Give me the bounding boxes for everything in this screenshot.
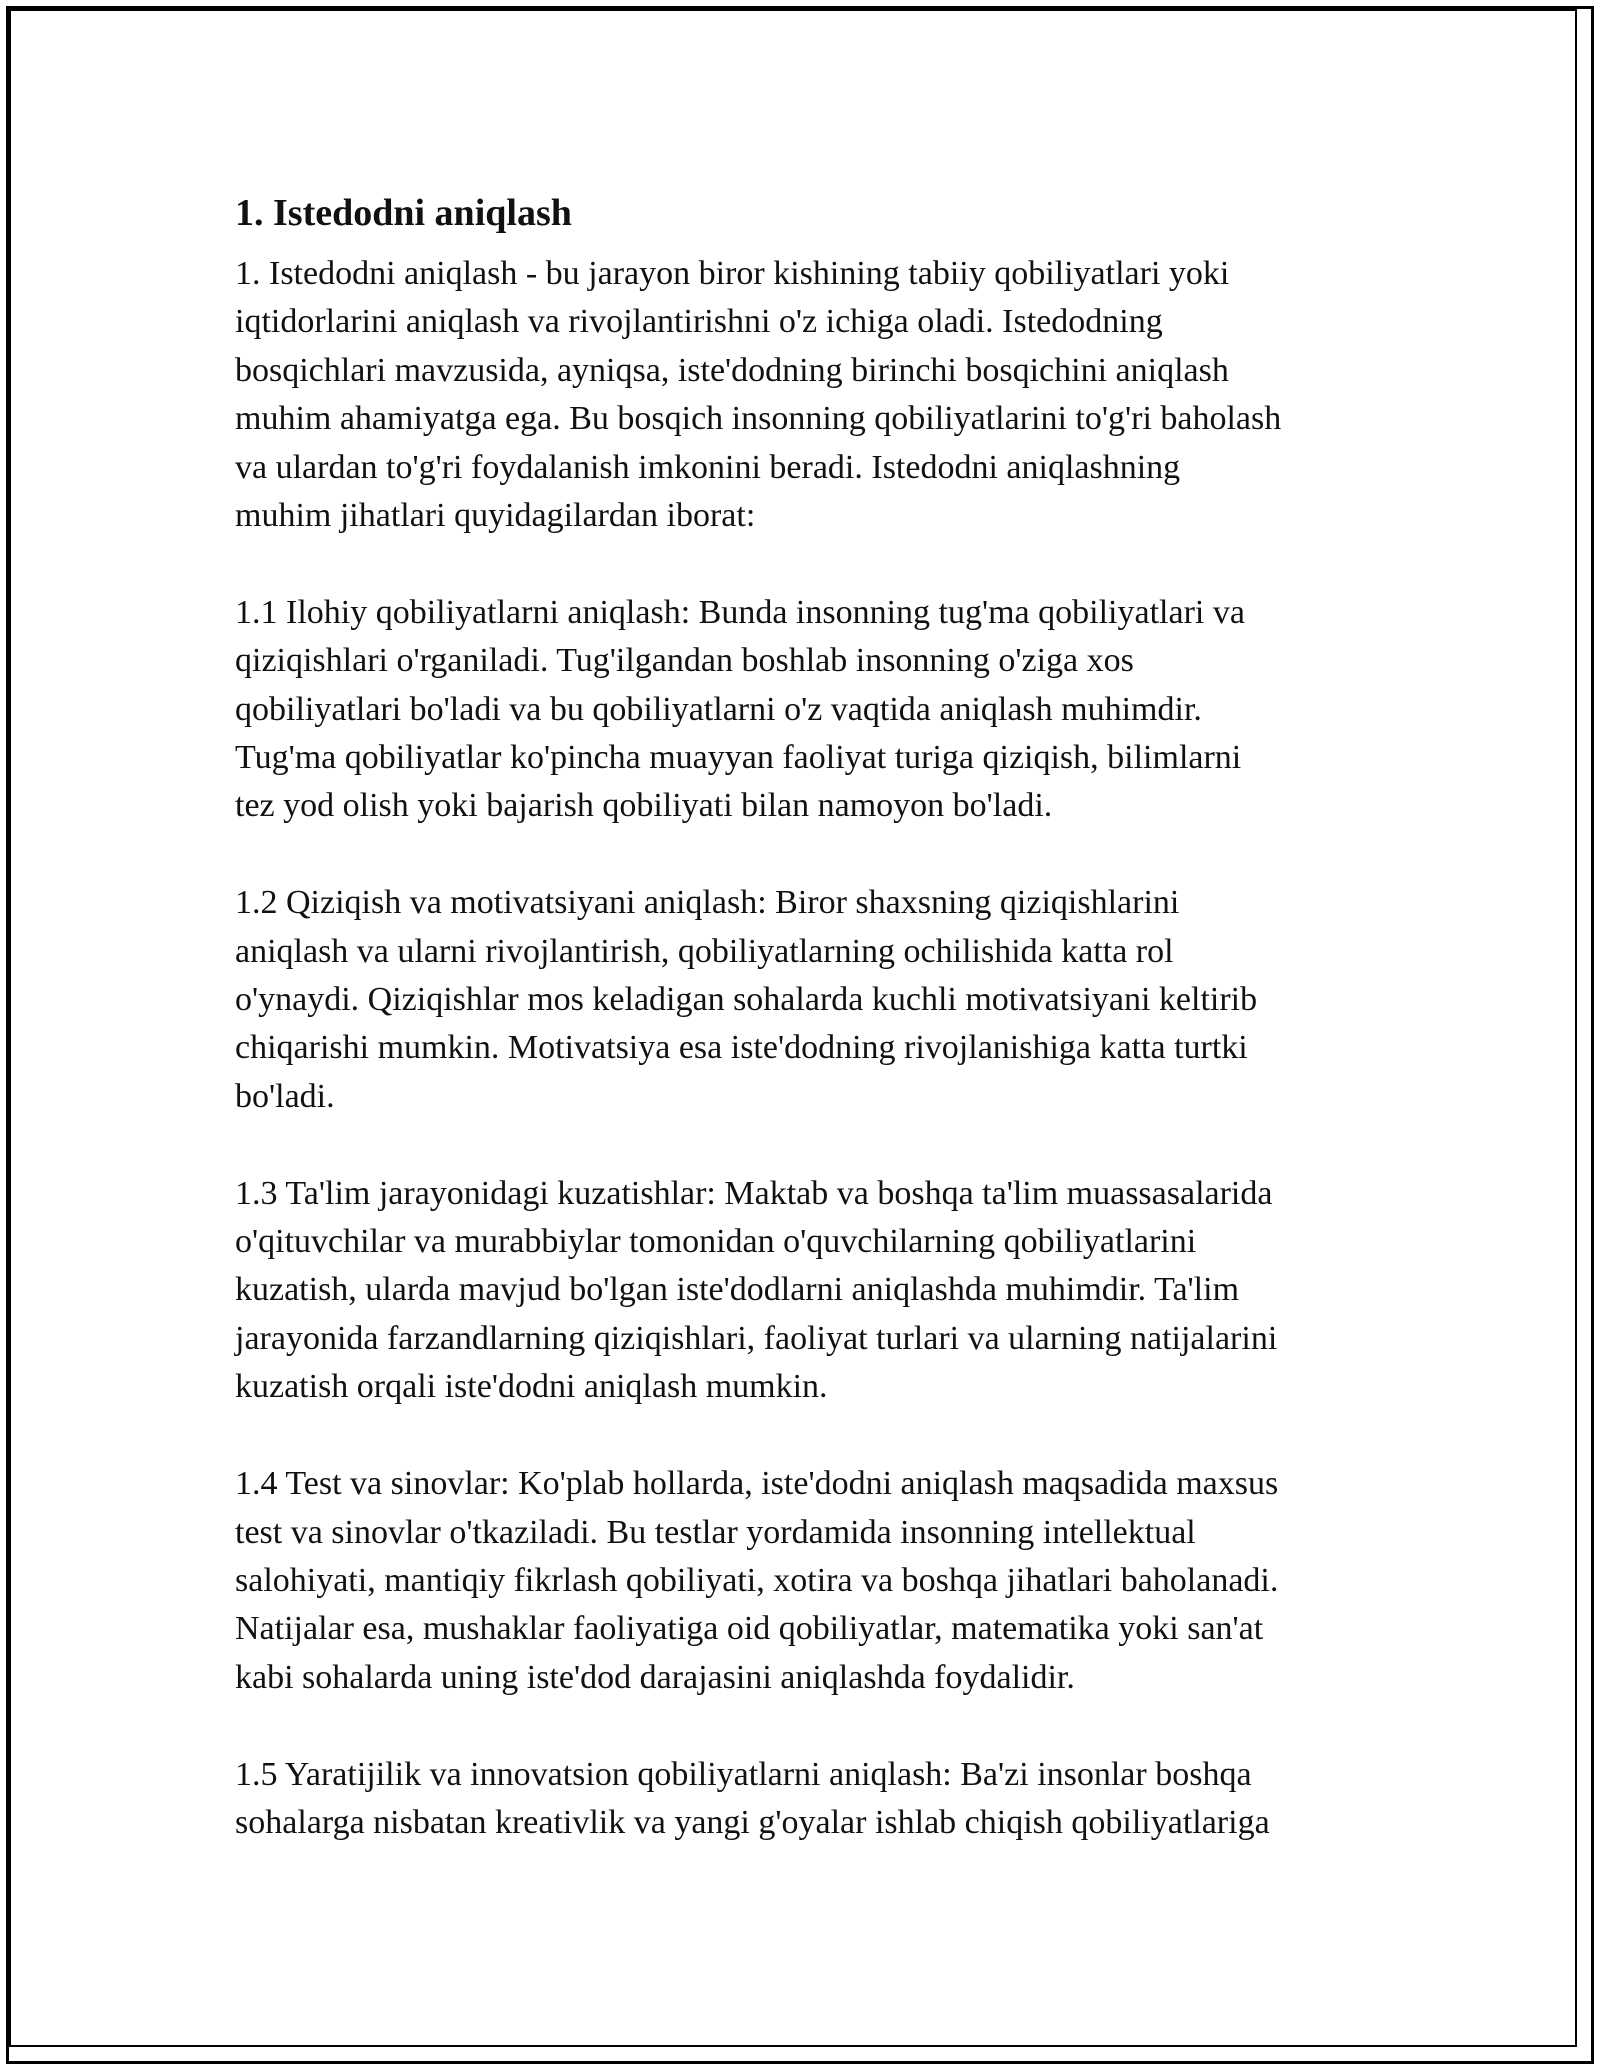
intro-paragraph: 1. Istedodni aniqlash - bu jarayon biror kishining tabiiy qobiliyatlari yoki iqtidorlarini aniqlash va rivojlantirishni o'z ichiga oladi. Istedodning bosqichlari mavzusida, ayniqsa, iste'dodning birinchi bosqichini aniqlash muhim ahamiyatga ega. Bu bosqich insonning qobiliyatlarini to'g'ri baholash va ulardan to'g'ri foydalanish imkonini beradi. Istedodni aniqlashning muhim jihatlari quyidagilardan iborat: [235,255,1282,535]
paragraph-1-5: 1.5 Yaratijilik va innovatsion qobiliyatlarni aniqlash: Ba'zi insonlar boshqa sohalarga nisbatan kreativlik va yangi g'oyalar ishlab chiqish qobiliyatlariga [235,1755,1270,1841]
paragraph-1-1: 1.1 Ilohiy qobiliyatlarni aniqlash: Bunda insonning tug'ma qobiliyatlari va qiziqishlari o'rganiladi. Tug'ilgandan boshlab insonning o'ziga xos qobiliyatlari bo'ladi va bu qobiliyatlarni o'z vaqtida aniqlash muhimdir. Tug'ma qobiliyatlar ko'pincha muayyan faoliyat turiga qiziqish, bilimlarni tez yod olish yoki bajarish qobiliyati bilan namoyon bo'ladi. [235,593,1245,825]
paragraph-1-3: 1.3 Ta'lim jarayonidagi kuzatishlar: Maktab va boshqa ta'lim muassasalarida o'qituvchilar va murabbiylar tomonidan o'quvchilarning qobiliyatlarini kuzatish, ularda mavjud bo'lgan iste'dodlarni aniqlashda muhimdir. Ta'lim jarayonida farzandlarning qiziqishlari, faoliyat turlari va ularning natijalarini kuzatish orqali iste'dodni aniqlash mumkin. [235,1174,1278,1406]
document-body [235,186,1370,1847]
section-heading: 1. Istedodni aniqlash [235,192,572,234]
paragraph-1-2: 1.2 Qiziqish va motivatsiyani aniqlash: Biror shaxsning qiziqishlarini aniqlash va ularni rivojlantirish, qobiliyatlarning ochilishida katta rol o'ynaydi. Qiziqishlar mos keladigan sohalarda kuchli motivatsiyani keltirib chiqarishi mumkin. Motivatsiya esa iste'dodning rivojlanishiga katta turtki bo'ladi. [235,884,1258,1115]
paragraph-1-4: 1.4 Test va sinovlar: Ko'plab hollarda, iste'dodni aniqlash maqsadida maxsus test va sinovlar o'tkaziladi. Bu testlar yordamida insonning intellektual salohiyati, mantiqiy fikrlash qobiliyati, xotira va boshqa jihatlari baholanadi. Natijalar esa, mushaklar faoliyatiga oid qobiliyatlar, matematika yoki san'at kabi sohalarda uning iste'dod darajasini aniqlashda foydalidir. [235,1465,1279,1696]
